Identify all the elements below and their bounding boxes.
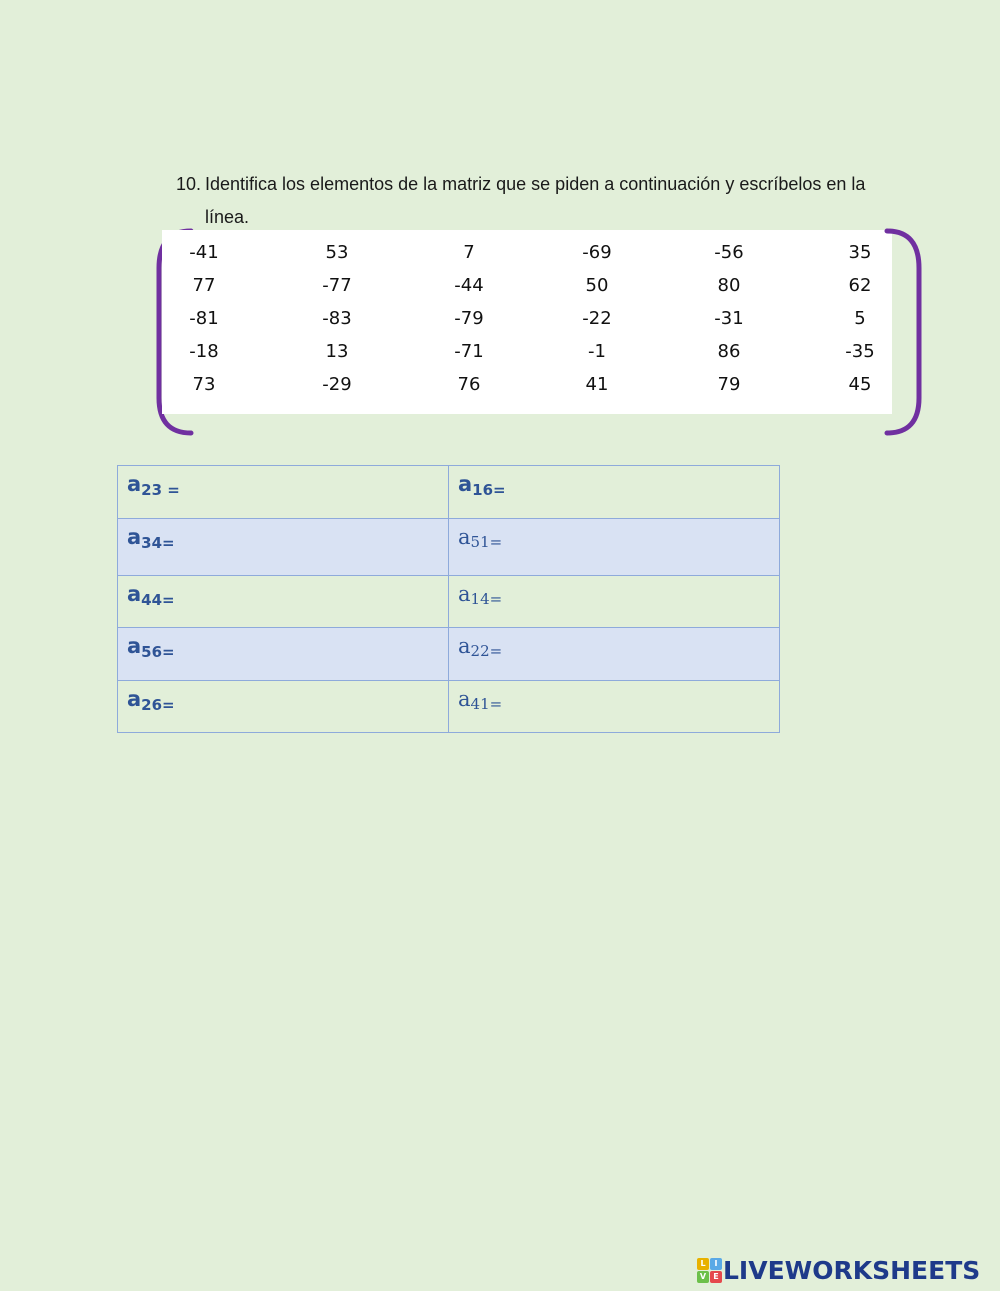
matrix-cell: -18 (189, 341, 219, 362)
question-number: 10. (176, 174, 202, 194)
matrix-row (162, 236, 892, 269)
matrix-cell: 76 (457, 374, 481, 395)
equals-sign: = (162, 481, 180, 499)
matrix-cell: -22 (582, 308, 612, 329)
matrix-cell: -1 (588, 341, 606, 362)
answer-cell[interactable] (449, 628, 780, 681)
matrix-cell: -35 (845, 341, 875, 362)
matrix-cell: 62 (848, 275, 872, 296)
element-label (127, 582, 175, 609)
element-base: a (458, 582, 471, 606)
matrix-cell: -29 (322, 374, 352, 395)
matrix-cell: 35 (848, 242, 872, 263)
element-label (458, 634, 502, 658)
matrix-cell: -79 (454, 308, 484, 329)
right-bracket-icon (883, 228, 923, 438)
equals-sign: = (162, 534, 175, 552)
answer-cell[interactable] (118, 628, 449, 681)
matrix-cell: -71 (454, 341, 484, 362)
element-base: a (127, 687, 142, 711)
equals-sign: = (162, 643, 175, 661)
answer-cell[interactable] (449, 466, 780, 519)
element-label (458, 582, 502, 606)
equals-sign: = (162, 591, 175, 609)
answer-cell[interactable] (118, 466, 449, 519)
element-base: a (458, 687, 471, 711)
matrix-cell: -31 (714, 308, 744, 329)
matrix-cell: 73 (192, 374, 216, 395)
answer-row (118, 519, 780, 576)
element-base: a (127, 582, 142, 606)
matrix-values (162, 230, 892, 414)
element-subscript: 14 (470, 590, 490, 608)
element-subscript: 16 (472, 481, 494, 499)
matrix-cell: 77 (192, 275, 216, 296)
matrix-cell: -81 (189, 308, 219, 329)
matrix-cell: -69 (582, 242, 612, 263)
element-base: a (127, 634, 142, 658)
matrix-cell: 7 (463, 242, 475, 263)
matrix-cell: 13 (325, 341, 349, 362)
matrix-row (162, 335, 892, 368)
element-label (458, 472, 506, 499)
matrix-cell: 53 (325, 242, 349, 263)
element-subscript: 44 (141, 591, 163, 609)
element-subscript: 56 (141, 643, 163, 661)
matrix (155, 228, 923, 438)
matrix-cell: 50 (585, 275, 609, 296)
matrix-cell: 5 (854, 308, 866, 329)
matrix-cell: -83 (322, 308, 352, 329)
logo-icon-tile: L (697, 1258, 709, 1270)
answer-table (117, 465, 780, 733)
answer-cell[interactable] (449, 576, 780, 628)
answer-row (118, 466, 780, 519)
logo-icon-tile: E (710, 1271, 722, 1283)
equals-sign: = (489, 695, 503, 713)
matrix-cell: 45 (848, 374, 872, 395)
matrix-row (162, 269, 892, 302)
equals-sign: = (489, 590, 503, 608)
element-base: a (127, 525, 142, 549)
matrix-cell: 80 (717, 275, 741, 296)
matrix-cell: 41 (585, 374, 609, 395)
logo-icon-tile: I (710, 1258, 722, 1270)
element-label (127, 634, 175, 661)
element-base: a (458, 525, 471, 549)
equals-sign: = (489, 533, 503, 551)
equals-sign: = (489, 642, 503, 660)
matrix-cell: 86 (717, 341, 741, 362)
element-subscript: 41 (470, 695, 490, 713)
matrix-row (162, 368, 892, 401)
matrix-cell: -41 (189, 242, 219, 263)
answer-cell[interactable] (118, 576, 449, 628)
logo-icon-tile: V (697, 1271, 709, 1283)
answer-row (118, 681, 780, 733)
answer-row (118, 628, 780, 681)
liveworksheets-logo (697, 1255, 997, 1287)
element-label (127, 525, 175, 552)
answer-cell[interactable] (449, 519, 780, 576)
element-base: a (458, 634, 471, 658)
answer-cell[interactable] (118, 519, 449, 576)
logo-text: LIVEWORKSHEETS (723, 1256, 981, 1285)
element-label (127, 472, 180, 499)
element-subscript: 22 (470, 642, 490, 660)
answer-cell[interactable] (449, 681, 780, 733)
element-label (458, 687, 502, 711)
element-subscript: 34 (141, 534, 163, 552)
equals-sign: = (162, 696, 175, 714)
matrix-cell: -56 (714, 242, 744, 263)
equals-sign: = (493, 481, 506, 499)
matrix-cell: -44 (454, 275, 484, 296)
question (176, 168, 896, 234)
element-base: a (127, 472, 142, 496)
element-label (127, 687, 175, 714)
answer-row (118, 576, 780, 628)
element-subscript: 23 (141, 481, 163, 499)
question-text: Identifica los elementos de la matriz que se piden a continuación y escríbelos en la línea. (205, 174, 866, 227)
liveworksheets-icon (697, 1258, 723, 1284)
element-base: a (458, 472, 473, 496)
element-label (458, 525, 502, 549)
element-subscript: 51 (470, 533, 490, 551)
matrix-cell: 79 (717, 374, 741, 395)
element-subscript: 26 (141, 696, 163, 714)
answer-cell[interactable] (118, 681, 449, 733)
matrix-row (162, 302, 892, 335)
matrix-cell: -77 (322, 275, 352, 296)
